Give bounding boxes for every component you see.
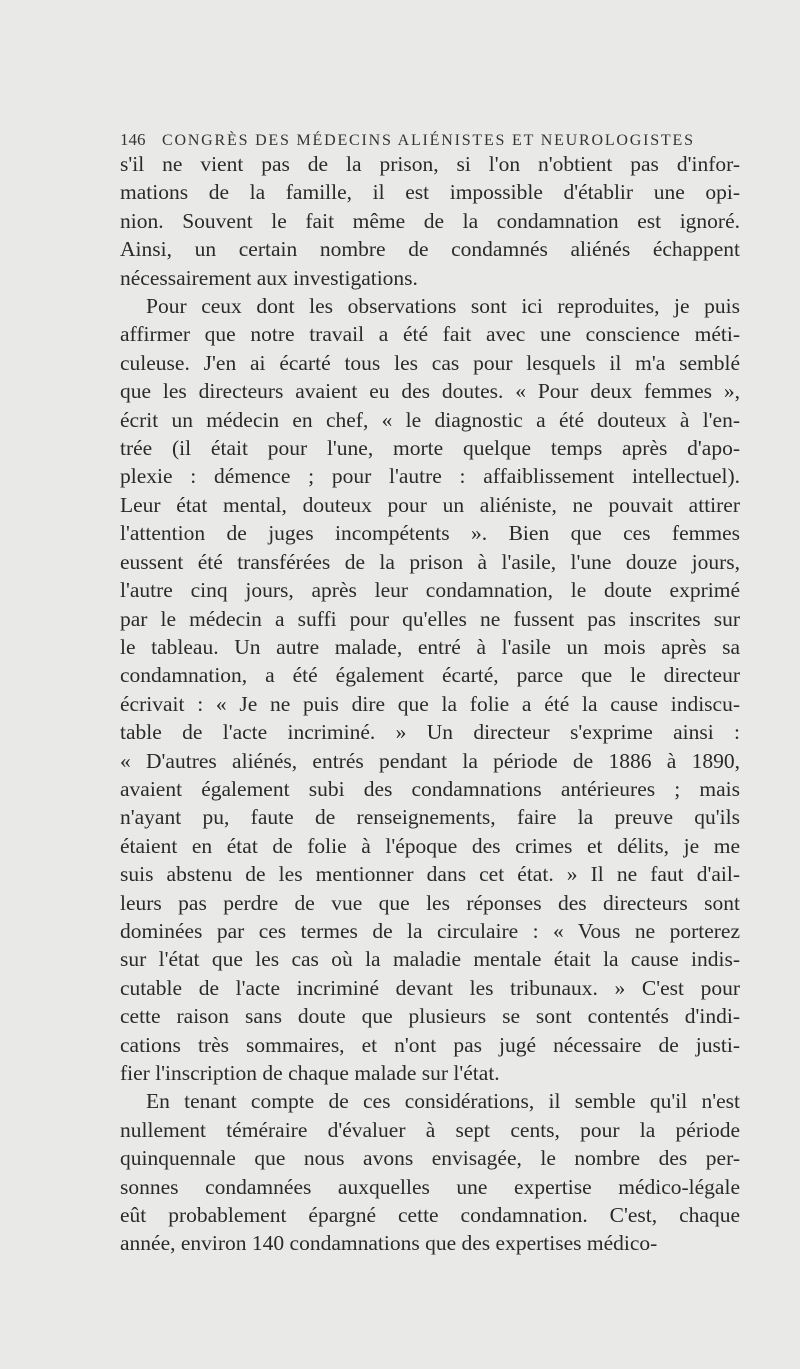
text-line: cette raison sans doute que plusieurs se sont contentés d'indi- bbox=[120, 1004, 740, 1029]
text-line: En tenant compte de ces considérations, il semble qu'il n'est bbox=[146, 1089, 740, 1114]
text-line: Leur état mental, douteux pour un aliéniste, ne pouvait attirer bbox=[120, 492, 740, 517]
text-line: plexie : démence ; pour l'autre : affaiblissement intellectuel). bbox=[120, 464, 740, 489]
text-line: que les directeurs avaient eu des doutes. « Pour deux femmes », bbox=[120, 379, 740, 404]
text-line: suis abstenu de les mentionner dans cet état. » Il ne faut d'ail- bbox=[120, 862, 740, 887]
text-line: n'ayant pu, faute de renseignements, faire la preuve qu'ils bbox=[120, 805, 740, 830]
text-line: trée (il était pour l'une, morte quelque temps après d'apo- bbox=[120, 436, 740, 461]
text-line: écrivait : « Je ne puis dire que la folie a été la cause indiscu- bbox=[120, 691, 740, 716]
text-line: fier l'inscription de chaque malade sur l'état. bbox=[120, 1061, 500, 1085]
text-line: quinquennale que nous avons envisagée, le nombre des per- bbox=[120, 1146, 740, 1171]
page-header bbox=[120, 130, 740, 150]
text-line: affirmer que notre travail a été fait avec une conscience méti- bbox=[120, 322, 740, 347]
text-line: sur l'état que les cas où la maladie mentale était la cause indis- bbox=[120, 947, 740, 972]
running-title: CONGRÈS DES MÉDECINS ALIÉNISTES ET NEUROLOGISTES bbox=[162, 132, 695, 149]
text-line: l'autre cinq jours, après leur condamnation, le doute exprimé bbox=[120, 578, 740, 603]
paragraph bbox=[120, 292, 740, 1087]
text-line: nullement téméraire d'évaluer à sept cents, pour la période bbox=[120, 1117, 740, 1142]
text-line: année, environ 140 condamnations que des expertises médico- bbox=[120, 1231, 658, 1256]
text-line: écrit un médecin en chef, « le diagnostic a été douteux à l'en- bbox=[120, 407, 740, 432]
text-line: avaient également subi des condamnations antérieures ; mais bbox=[120, 776, 740, 801]
body-text bbox=[120, 150, 740, 1258]
text-line: eussent été transférées de la prison à l'asile, l'une douze jours, bbox=[120, 549, 740, 574]
text-line: « D'autres aliénés, entrés pendant la période de 1886 à 1890, bbox=[120, 748, 740, 773]
text-line: s'il ne vient pas de la prison, si l'on n'obtient pas d'infor- bbox=[120, 152, 740, 176]
text-line: l'attention de juges incompétents ». Bien que ces femmes bbox=[120, 521, 740, 546]
text-line: cutable de l'acte incriminé devant les tribunaux. » C'est pour bbox=[120, 975, 740, 1000]
text-line: Ainsi, un certain nombre de condamnés aliénés échappent bbox=[120, 237, 740, 262]
text-line: cations très sommaires, et n'ont pas jugé nécessaire de justi- bbox=[120, 1032, 740, 1057]
text-line: nion. Souvent le fait même de la condamnation est ignoré. bbox=[120, 208, 740, 233]
paragraph bbox=[120, 1087, 740, 1257]
text-line: sonnes condamnées auxquelles une expertise médico-légale bbox=[120, 1174, 740, 1199]
text-line: mations de la famille, il est impossible d'établir une opi- bbox=[120, 180, 740, 205]
text-line: dominées par ces termes de la circulaire : « Vous ne porterez bbox=[120, 918, 740, 943]
paragraph bbox=[120, 150, 740, 292]
text-line: nécessairement aux investigations. bbox=[120, 265, 418, 290]
text-line: Pour ceux dont les observations sont ici reproduites, je puis bbox=[146, 294, 740, 319]
text-line: par le médecin a suffi pour qu'elles ne fussent pas inscrites sur bbox=[120, 606, 740, 631]
text-line: table de l'acte incriminé. » Un directeur s'exprime ainsi : bbox=[120, 720, 740, 745]
text-line: culeuse. J'en ai écarté tous les cas pour lesquels il m'a semblé bbox=[120, 350, 740, 375]
text-line: le tableau. Un autre malade, entré à l'asile un mois après sa bbox=[120, 634, 740, 659]
text-line: étaient en état de folie à l'époque des crimes et délits, je me bbox=[120, 833, 740, 858]
page-number: 146 bbox=[120, 130, 146, 149]
text-line: leurs pas perdre de vue que les réponses des directeurs sont bbox=[120, 890, 740, 915]
text-line: eût probablement épargné cette condamnation. C'est, chaque bbox=[120, 1203, 740, 1228]
text-line: condamnation, a été également écarté, parce que le directeur bbox=[120, 663, 740, 688]
